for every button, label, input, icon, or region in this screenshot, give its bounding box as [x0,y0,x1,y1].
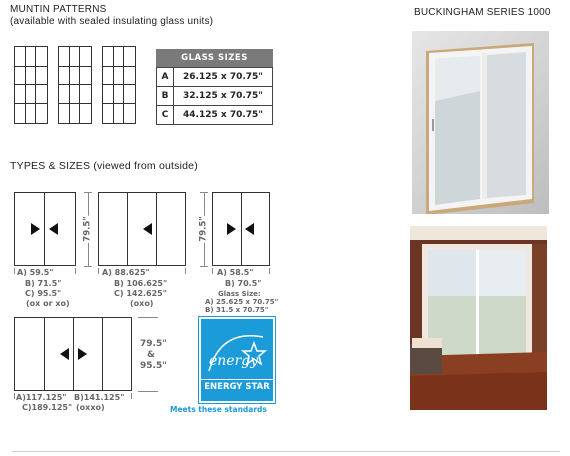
muntin-subtitle: (available with sealed insulating glass units) [10,16,214,27]
types-title: TYPES & SIZES (viewed from outside) [10,160,198,172]
arrow-left-icon [49,223,58,235]
arrow-right-icon [31,223,40,235]
muntin-pattern-3 [102,46,136,124]
door4-height-2: 95.5" [140,361,167,371]
bottom-divider [12,451,560,452]
door4-size-c: C)189.125" [22,403,73,412]
arrow-left-icon [60,348,69,360]
door-diagram-xx [212,192,270,266]
door3-glass-title: Glass Size: [218,290,261,298]
glass-size-letter: C [157,106,174,124]
arrow-left-icon [245,223,254,235]
door2-config: (oxo) [130,299,154,308]
room-photo-sliding-door [410,226,547,410]
glass-size-row [156,67,273,87]
energy-star-label: ENERGY STAR [204,382,270,392]
door2-size-a: A) 88.625" [102,268,150,277]
energy-script-text: energy [209,353,259,369]
muntin-pattern-2 [58,46,92,124]
arrow-right-icon [227,223,236,235]
glass-size-value: 32.125 x 70.75" [183,91,263,101]
door3-glass-a: A) 25.625 x 70.75" [205,298,279,306]
door-diagram-ox [14,192,76,266]
arrow-left-icon [143,223,152,235]
energy-star-logo [199,317,275,403]
muntin-pattern-1 [14,46,48,124]
door4-config: (oxxo) [76,403,105,412]
glass-size-letter: B [157,87,174,105]
door4-size-a: A)117.125" [16,393,67,402]
door3-glass-b: B) 31.5 x 70.75" [205,306,269,314]
door-diagram-oxxo [14,317,132,391]
door1-size-a: A) 59.5" [17,268,54,277]
door1-height-label: 79.5" [82,216,93,242]
door3-size-a: A) 58.5" [217,268,254,277]
muntin-title: MUNTIN PATTERNS [10,4,107,15]
series-title: BUCKINGHAM SERIES 1000 [414,7,551,18]
glass-size-letter: A [157,68,174,86]
glass-size-row [156,87,273,106]
door4-height-amp: & [147,350,155,360]
product-photo-sliding-door [412,31,549,214]
energy-star-icon [201,321,273,383]
glass-size-value: 44.125 x 70.75" [183,110,263,120]
door-diagram-oxo [98,192,186,266]
door2-size-b: B) 106.625" [114,279,168,288]
door2-size-c: C) 142.625" [114,289,167,298]
glass-sizes-table [156,49,273,125]
glass-size-value: 26.125 x 70.75" [183,72,263,82]
energy-star-caption: Meets these standards [170,405,267,414]
door1-config: (ox or xo) [26,299,70,308]
door4-size-b: B)141.125" [74,393,125,402]
glass-sizes-header: GLASS SIZES [156,49,273,67]
arrow-right-icon [78,348,87,360]
door3-size-b: B) 70.5" [225,279,262,288]
door4-height-1: 79.5" [140,339,167,349]
door3-height-label: 79.5" [198,216,209,242]
door1-size-b: B) 71.5" [25,279,62,288]
glass-size-row [156,106,273,125]
door1-size-c: C) 95.5" [25,289,62,298]
